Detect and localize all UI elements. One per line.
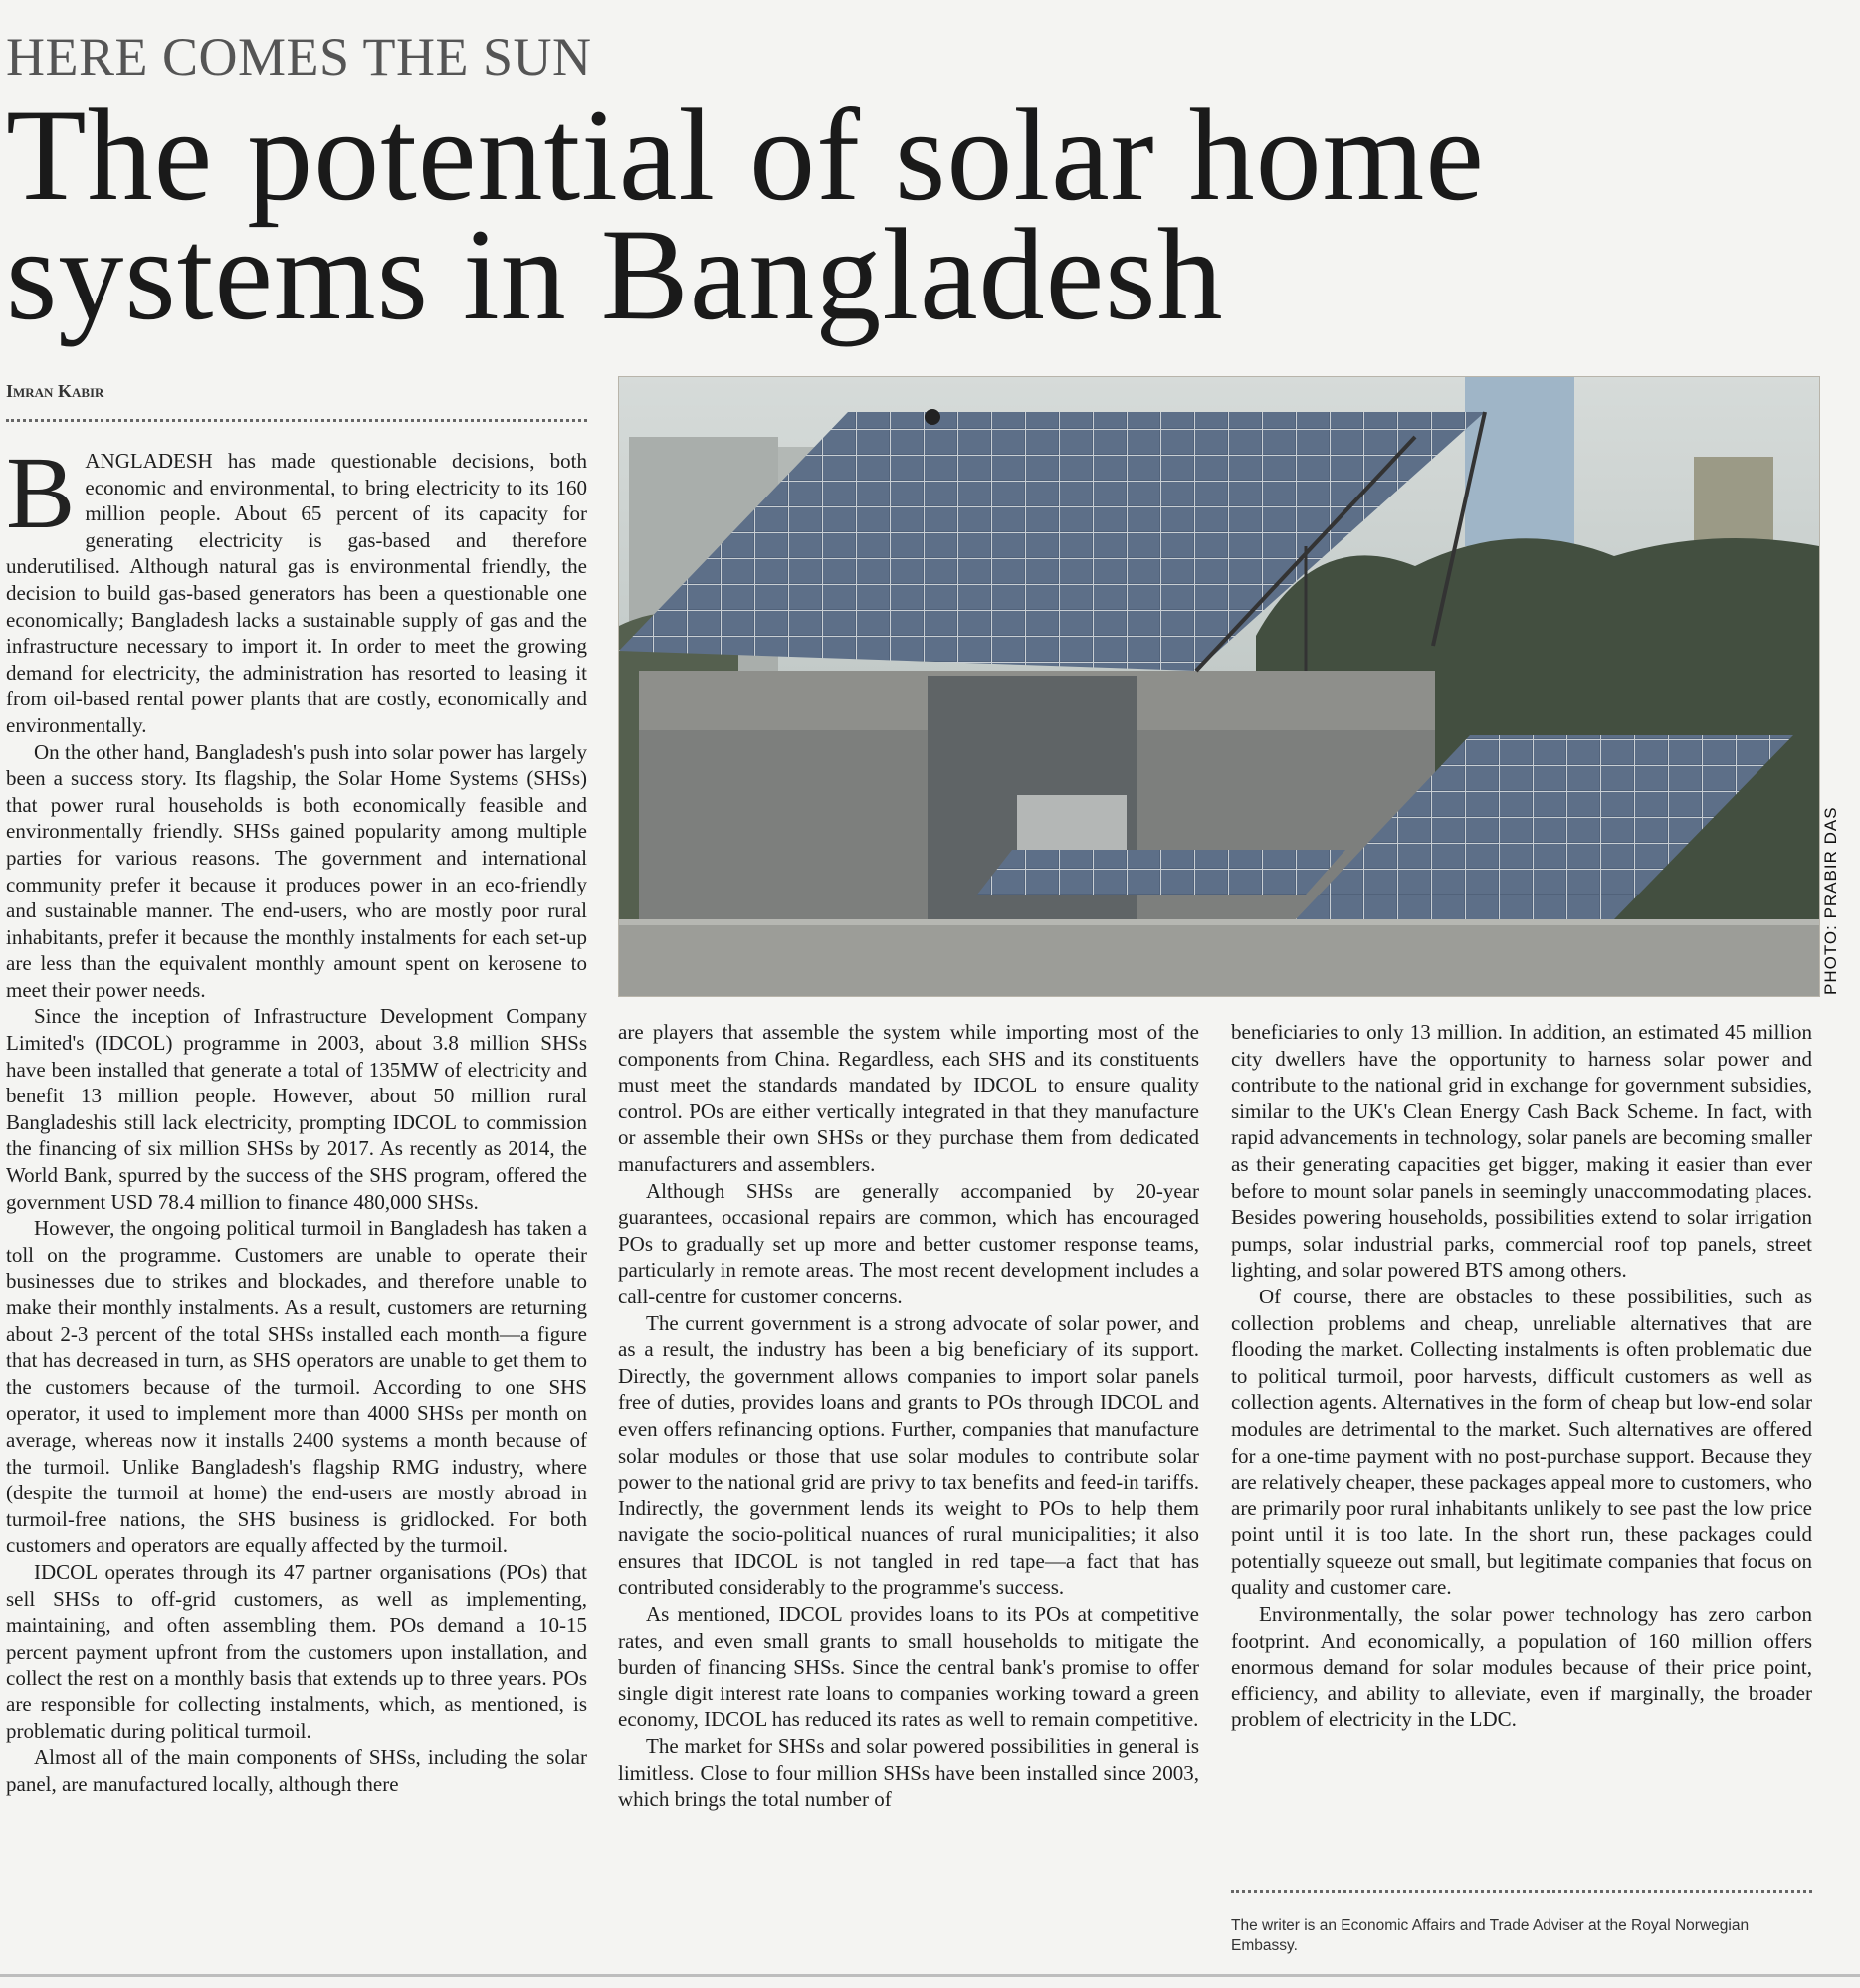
paragraph-9: As mentioned, IDCOL provides loans to its POs at competitive rates, and even small grants to small households to mitigate the burden of financing SHSs. Since the central bank's promise to offer single digit interest rate loans to companies working toward a green economy, IDCOL has reduced its rates as well to remain competitive.	[618, 1602, 1199, 1732]
paragraph-7: Although SHSs are generally accompanied by 20-year guarantees, occasional repairs are common, which has encouraged POs to gradually set up more and better customer response teams, particularly in remote areas. The most recent development includes a call-centre for customer concerns.	[618, 1178, 1199, 1308]
article-column-3	[1231, 1019, 1812, 1733]
paragraph-11: Of course, there are obstacles to these possibilities, such as collection problems and cheap, unreliable alternatives that are flooding the market. Collecting instalments is often problematic due to political turmoil, poor harvests, difficult customers as well as collection agents. Alternatives in the form of cheap but low-end solar modules are detrimental to the market. Such alternatives are offered for a one-time payment with no post-purchase support. Because they are relatively cheaper, these packages appeal more to customers, who are primarily poor rural inhabitants unlikely to see past the low price point until it is too late. In the short run, these packages could potentially squeeze out small, but legitimate companies that focus on quality and customer care.	[1231, 1284, 1812, 1600]
page-bottom-rule	[0, 1974, 1860, 1977]
paragraph-1-text: ANGLADESH has made questionable decisions, both economic and environmental, to bring electricity to its 160 million people. About 65 percent of its capacity for generating electricity is gas-based and therefore underutilised. Although natural gas is environmental friendly, the decision to build gas-based generators has been a questionable one economically; Bangladesh lacks a sustainable supply of gas and the infrastructure necessary to import it. In order to meet the growing demand for electricity, the administration has resorted to leasing it from oil-based rental power plants that are costly, economically and environmentally.	[6, 449, 587, 737]
section-kicker: HERE COMES THE SUN	[6, 27, 592, 87]
paragraph-1	[6, 436, 587, 739]
headline: The potential of solar home systems in Bangladesh	[6, 82, 1485, 347]
photo-illustration	[619, 377, 1819, 996]
author-note: The writer is an Economic Affairs and Trade Adviser at the Royal Norwegian Embassy.	[1231, 1917, 1750, 1954]
paragraph-2: On the other hand, Bangladesh's push into solar power has largely been a success story. Its flagship, the Solar Home Systems (SHSs) that power rural households is both economically feasible and environmentally friendly. SHSs gained popularity among multiple parties for various reasons. The government and international community prefer it because it produces power in an eco-friendly and sustainable manner. The end-users, who are mostly poor rural inhabitants, prefer it because the monthly instalments for each set-up are less than the equivalent monthly amount spent on kerosene to meet their power needs.	[6, 739, 587, 1002]
paragraph-6-continued: are players that assemble the system while importing most of the components from China. Regardless, each SHS and its constituents must meet the standards mandated by IDCOL to ensure quality control. POs are either vertically integrated in that they manufacture or assemble their own SHSs or they purchase them from dedicated manufacturers and assemblers.	[618, 1020, 1199, 1176]
paragraph-5: IDCOL operates through its 47 partner organisations (POs) that sell SHSs to off-grid customers, as well as implementing, maintaining, and often assembling them. POs demand a 10-15 percent payment upfront from the customers upon installation, and collect the rest on a monthly basis that extends up to three years. POs are responsible for collecting instalments, which, as mentioned, is problematic during political turmoil.	[6, 1559, 587, 1743]
solar-panel-photo	[618, 376, 1820, 997]
photo-credit: PHOTO: PRABIR DAS	[1821, 806, 1840, 995]
byline-divider	[6, 419, 587, 422]
paragraph-6: Almost all of the main components of SHSs, including the solar panel, are manufactured locally, although there	[6, 1745, 587, 1796]
article-column-2	[618, 1019, 1199, 1813]
article-column-1	[6, 436, 587, 1797]
paragraph-3: Since the inception of Infrastructure Development Company Limited's (IDCOL) programme in 2003, about 3.8 million SHSs have been installed that generate a total of 135MW of electricity and benefit 13 million people. However, about 50 million rural Bangladeshis still lack electricity, prompting IDCOL to commission the financing of six million SHSs by 2017. As recently as 2014, the World Bank, spurred by the success of the SHS program, offered the government USD 78.4 million to finance 480,000 SHSs.	[6, 1004, 587, 1214]
paragraph-4: However, the ongoing political turmoil in Bangladesh has taken a toll on the programme. Customers are unable to operate their businesses due to strikes and blockades, and therefore unable to make their monthly instalments. As a result, customers are returning about 2-3 percent of the total SHSs installed each month—a figure that has decreased in turn, as SHS operators are unable to get them to the customers because of the turmoil. According to one SHS operator, it used to implement more than 4000 SHSs per month on average, whereas now it installs 2400 systems a month because of the turmoil. Unlike Bangladesh's flagship RMG industry, where (despite the turmoil at home) the end-users are mostly abroad in turmoil-free nations, the SHS business is gridlocked. For both customers and operators are equally affected by the turmoil.	[6, 1216, 587, 1558]
paragraph-8: The current government is a strong advocate of solar power, and as a result, the industry has been a big beneficiary of its support. Directly, the government allows companies to import solar panels free of duties, provides loans and grants to POs through IDCOL and even offers refinancing options. Further, companies that manufacture solar modules or those that use solar modules to contribute solar power to the national grid are privy to tax benefits and feed-in tariffs. Indirectly, the government lends its weight to POs to help them navigate the socio-political nuances of rural municipalities; it also ensures that IDCOL is not tangled in red tape—a fact that has contributed considerably to the programme's success.	[618, 1310, 1199, 1600]
paragraph-10: The market for SHSs and solar powered possibilities in general is limitless. Close to four million SHSs have been installed since 2003, which brings the total number of	[618, 1734, 1199, 1812]
paragraph-12: Environmentally, the solar power technology has zero carbon footprint. And economically, a population of 160 million offers enormous demand for solar modules because of their price point, efficiency, and ability to alleviate, even if marginally, the broader problem of electricity in the LDC.	[1231, 1602, 1812, 1732]
byline: Imran Kabir	[6, 381, 104, 401]
paragraph-10-continued: beneficiaries to only 13 million. In addition, an estimated 45 million city dwellers have the opportunity to harness solar power and contribute to the national grid in exchange for government subsidies, similar to the UK's Clean Energy Cash Back Scheme. In fact, with rapid advancements in technology, solar panels are becoming smaller as their generating capacities get bigger, making it easier than ever before to mount solar panels in seemingly unaccommodating places. Besides powering households, possibilities extend to solar irrigation pumps, solar industrial parks, commercial roof top panels, street lighting, and solar powered BTS among others.	[1231, 1020, 1812, 1283]
drop-cap: B	[6, 436, 76, 550]
author-note-divider	[1231, 1890, 1812, 1893]
